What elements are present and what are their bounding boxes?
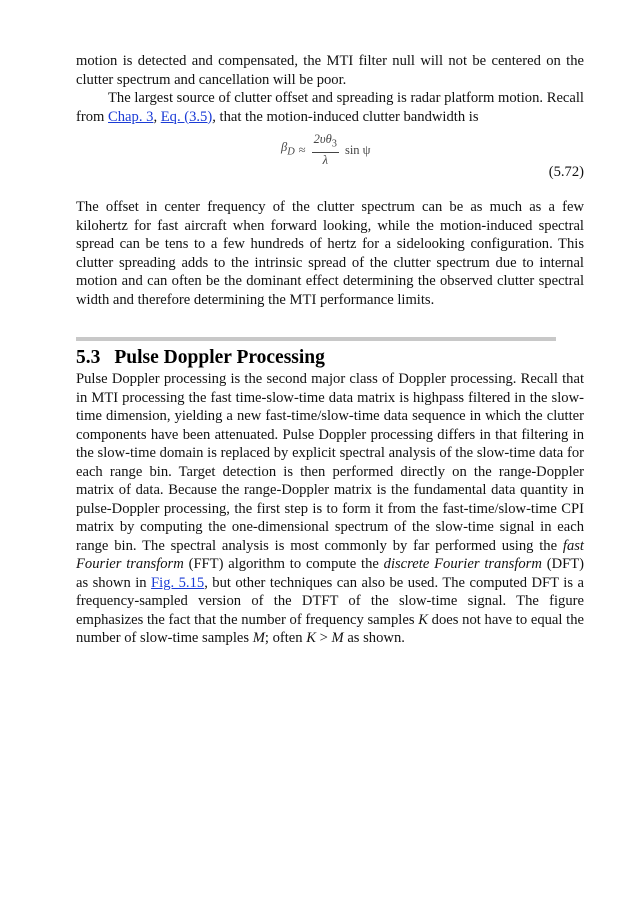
eq-approx: ≈ bbox=[298, 142, 306, 157]
text-run: Pulse Doppler processing is the second major class of Doppler processing. Recall that in MTI processing the fast time-slow-time data matrix is highpass filtered in the slow-time dimension, yielding a new fast-time/slow-time data sequence in which the clutter components have been attenuated. Pulse Doppler processing differs in that filtering in the slow-time domain is replaced by explicit spectral analysis of the slow-time data for each range bin. Target detection is then performed directly on the range-Doppler matrix of data. Because the range-Doppler matrix is the fundamental data quantity in pulse-Doppler processing, the first step is to form it from the fast-time/slow-time CPI matrix by computing the one-dimensional spectrum of the slow-time signal in each range bin. The spectral analysis is most commonly by far performed using the bbox=[76, 371, 584, 554]
link-eq-3-5[interactable]: Eq. (3.5) bbox=[160, 108, 213, 125]
equation-body bbox=[281, 132, 371, 168]
text-run: (FFT) algorithm to compute the bbox=[183, 556, 384, 572]
eq-denominator: λ bbox=[322, 152, 328, 167]
paragraph-pulse-doppler bbox=[76, 370, 584, 648]
eq-trailing: sin ψ bbox=[344, 142, 371, 157]
text-run: , that the motion-induced clutter bandwidth is bbox=[212, 108, 479, 125]
paragraph-platform-motion bbox=[76, 89, 584, 126]
section-heading bbox=[76, 347, 584, 369]
text-run: > bbox=[315, 630, 332, 646]
text-run: (DFT) as shown in bbox=[76, 556, 584, 591]
document-page bbox=[76, 52, 584, 648]
eq-lhs: $\beta_D$ bbox=[281, 139, 295, 158]
text-run: does not have to equal the number of slow-time samples bbox=[76, 611, 585, 646]
link-fig-5-15[interactable]: Fig. 5.15 bbox=[151, 574, 205, 591]
equation-number: (5.72) bbox=[548, 164, 584, 180]
section-divider bbox=[76, 337, 556, 341]
var-m: M bbox=[331, 630, 344, 646]
var-m: M bbox=[252, 630, 265, 646]
equation-5-72 bbox=[76, 132, 584, 186]
text-run: ; often bbox=[264, 630, 307, 646]
var-k: K bbox=[306, 630, 316, 646]
link-chap-3[interactable]: Chap. 3 bbox=[108, 108, 154, 125]
paragraph-continuation: motion is detected and compensated, the MTI filter null will not be centered on the clutter spectrum and cancellation will be poor. bbox=[76, 53, 584, 88]
text-run: , but other techniques can also be used. The computed DFT is a frequency-sampled version of the DTFT of the slow-time signal. The figure emphasizes the fact that the number of frequency samples bbox=[76, 574, 584, 628]
text-run: as shown. bbox=[343, 630, 405, 646]
paragraph-clutter-offset: The offset in center frequency of the clutter spectrum can be as much as a few kilohertz for fast aircraft when forward looking, while the motion-induced spectral spread can be tens to a few hundreds of hertz for a sidelooking configuration. This clutter spreading adds to the intrinsic spread of the clutter spectrum due to internal motion and can often be the dominant effect determining the observed clutter spectral width and therefore determining the MTI performance limits. bbox=[76, 199, 584, 308]
eq-numerator: $2\upsilon\theta_3$ bbox=[312, 132, 339, 153]
term-dft: discrete Fourier transform bbox=[383, 556, 542, 572]
text-run: The largest source of clutter offset and spreading is radar platform motion. Recall from bbox=[76, 90, 584, 125]
eq-fraction bbox=[312, 132, 339, 168]
text-run: , bbox=[153, 108, 161, 125]
section-number: 5.3 bbox=[76, 347, 101, 368]
var-k: K bbox=[418, 611, 428, 628]
section-title: Pulse Doppler Processing bbox=[114, 347, 325, 368]
term-fft: fast Fourier transform bbox=[76, 537, 584, 572]
